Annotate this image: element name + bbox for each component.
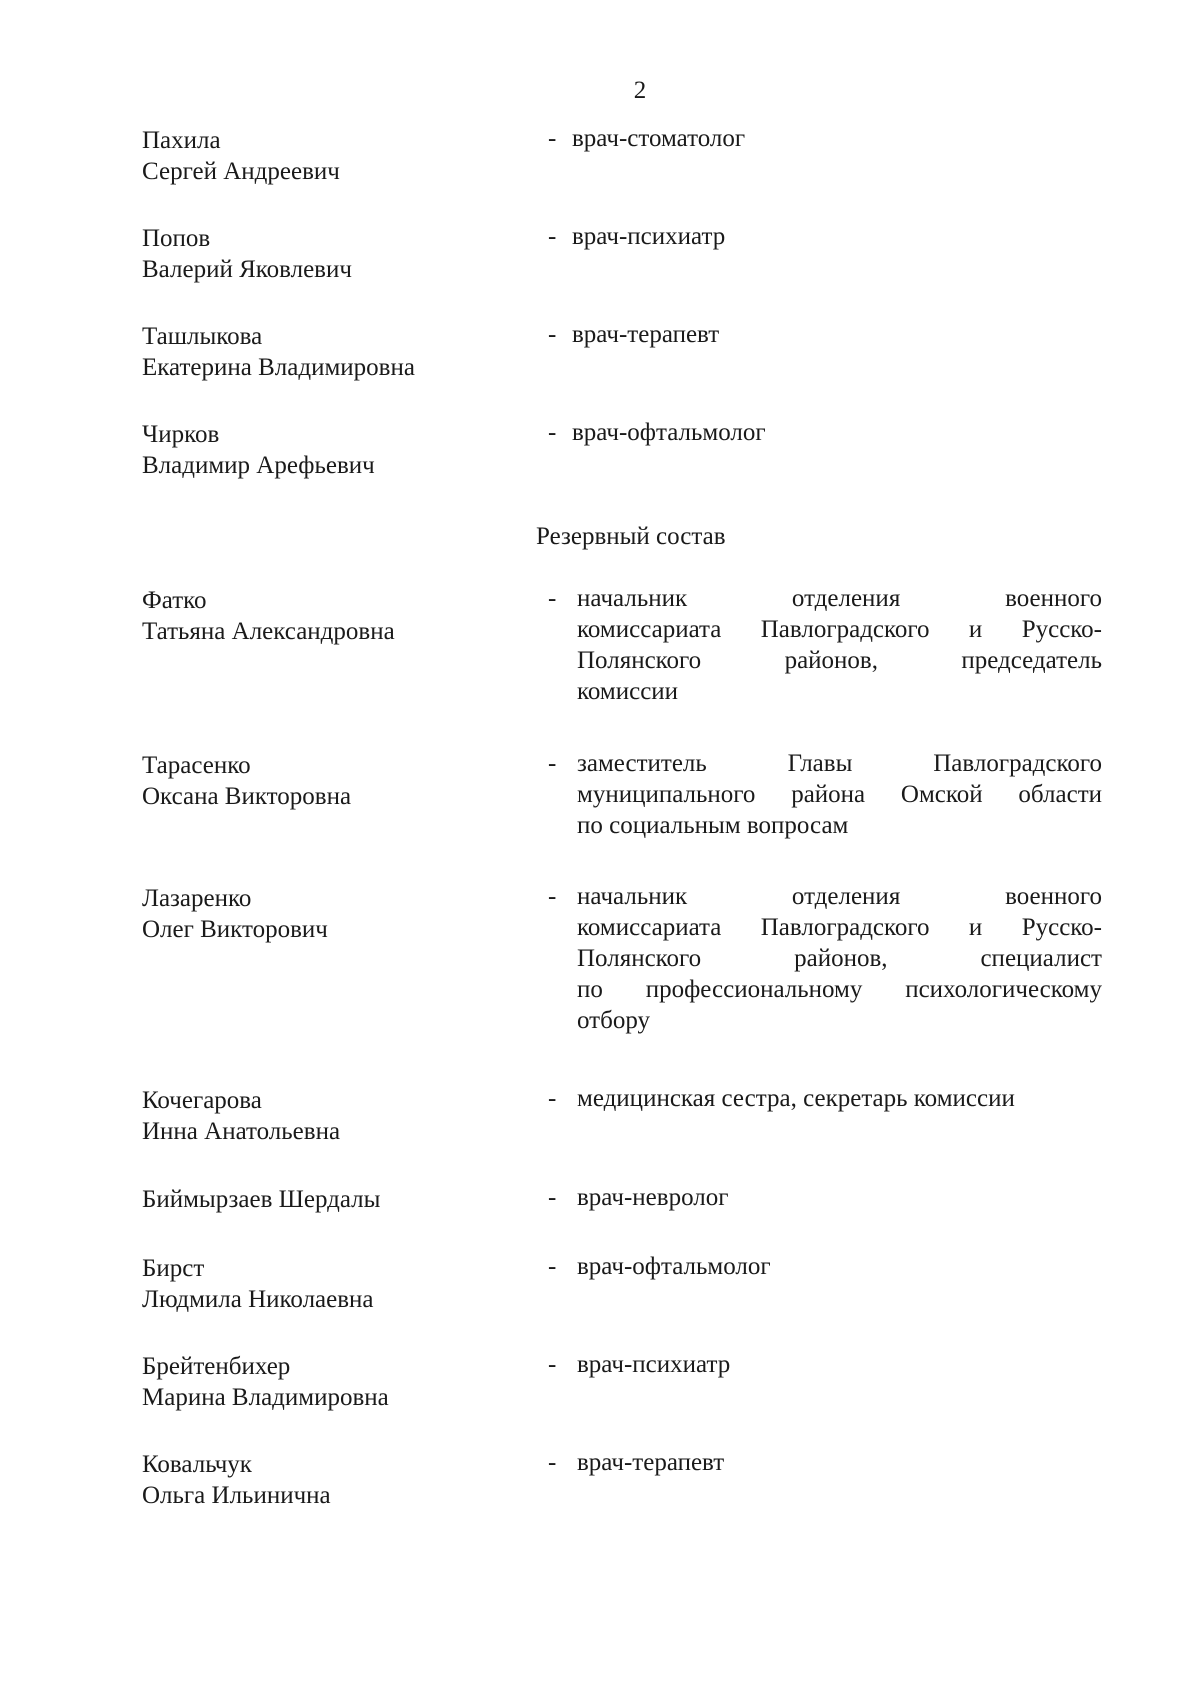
- dash-separator: -: [548, 883, 557, 910]
- role-line: комиссариата Павлоградского и Русско-: [577, 914, 1102, 941]
- role-line: комиссариата Павлоградского и Русско-: [577, 616, 1102, 643]
- member-given-name: Валерий Яковлевич: [142, 256, 352, 283]
- member-role: [577, 881, 1102, 1036]
- dash-separator: -: [548, 419, 557, 446]
- member-surname: Попов: [142, 225, 211, 252]
- dash-separator: -: [548, 321, 557, 348]
- member-surname: Пахила: [142, 127, 221, 154]
- member-name: [142, 1351, 522, 1413]
- dash-separator: -: [548, 1449, 557, 1476]
- dash-separator: -: [548, 1184, 557, 1211]
- dash-separator: -: [548, 750, 557, 777]
- member-role: врач-терапевт: [577, 1449, 725, 1476]
- role-line: по профессиональному психологическому: [577, 976, 1102, 1003]
- member-role: врач-психиатр: [577, 1351, 731, 1378]
- dash-separator: -: [548, 585, 557, 612]
- member-role: врач-офтальмолог: [572, 419, 766, 446]
- role-line: муниципального района Омской области: [577, 781, 1102, 808]
- member-given-name: Владимир Арефьевич: [142, 452, 375, 479]
- member-given-name: Оксана Викторовна: [142, 783, 352, 810]
- dash-separator: -: [548, 1253, 557, 1280]
- dash-separator: -: [548, 1351, 557, 1378]
- member-given-name: Ольга Ильинична: [142, 1482, 331, 1509]
- member-role: врач-офтальмолог: [577, 1253, 771, 1280]
- member-name: [142, 585, 522, 647]
- member-name: [142, 1449, 522, 1511]
- member-surname: Кочегарова: [142, 1087, 262, 1114]
- role-line: Полянского районов, председатель: [577, 647, 1102, 674]
- member-role: [577, 583, 1102, 707]
- dash-separator: -: [548, 1085, 557, 1112]
- member-role: [577, 748, 1102, 841]
- member-surname: Брейтенбихер: [142, 1353, 291, 1380]
- member-surname: Ковальчук: [142, 1451, 252, 1478]
- member-given-name: Татьяна Александровна: [142, 618, 395, 645]
- member-name: [142, 1085, 522, 1147]
- page-number: 2: [633, 77, 647, 104]
- member-given-name: Людмила Николаевна: [142, 1286, 374, 1313]
- role-line: по социальным вопросам: [577, 812, 849, 839]
- dash-separator: -: [548, 125, 557, 152]
- role-line: начальник отделения военного: [577, 585, 1102, 612]
- role-line: начальник отделения военного: [577, 883, 1102, 910]
- member-role: врач-психиатр: [572, 223, 726, 250]
- member-name: [142, 1253, 522, 1315]
- member-surname: Чирков: [142, 421, 220, 448]
- member-name: [142, 321, 522, 383]
- role-line: комиссии: [577, 678, 679, 705]
- member-name: [142, 1184, 522, 1215]
- dash-separator: -: [548, 223, 557, 250]
- role-line: заместитель Главы Павлоградского: [577, 750, 1102, 777]
- member-surname: Биймырзаев Шердалы: [142, 1186, 381, 1213]
- member-given-name: Сергей Андреевич: [142, 158, 340, 185]
- member-surname: Ташлыкова: [142, 323, 263, 350]
- member-name: [142, 223, 522, 285]
- member-name: [142, 125, 522, 187]
- member-surname: Бирст: [142, 1255, 205, 1282]
- member-name: [142, 750, 522, 812]
- member-role: медицинская сестра, секретарь комиссии: [577, 1085, 1015, 1112]
- reserve-heading: Резервный состав: [536, 523, 726, 550]
- role-line: отбору: [577, 1007, 650, 1034]
- member-role: врач-стоматолог: [572, 125, 746, 152]
- member-given-name: Марина Владимировна: [142, 1384, 389, 1411]
- role-line: Полянского районов, специалист: [577, 945, 1102, 972]
- member-given-name: Олег Викторович: [142, 916, 328, 943]
- member-surname: Тарасенко: [142, 752, 251, 779]
- member-surname: Лазаренко: [142, 885, 252, 912]
- member-given-name: Инна Анатольевна: [142, 1118, 341, 1145]
- member-name: [142, 883, 522, 945]
- member-given-name: Екатерина Владимировна: [142, 354, 415, 381]
- member-surname: Фатко: [142, 587, 207, 614]
- member-role: врач-терапевт: [572, 321, 720, 348]
- member-name: [142, 419, 522, 481]
- member-role: врач-невролог: [577, 1184, 729, 1211]
